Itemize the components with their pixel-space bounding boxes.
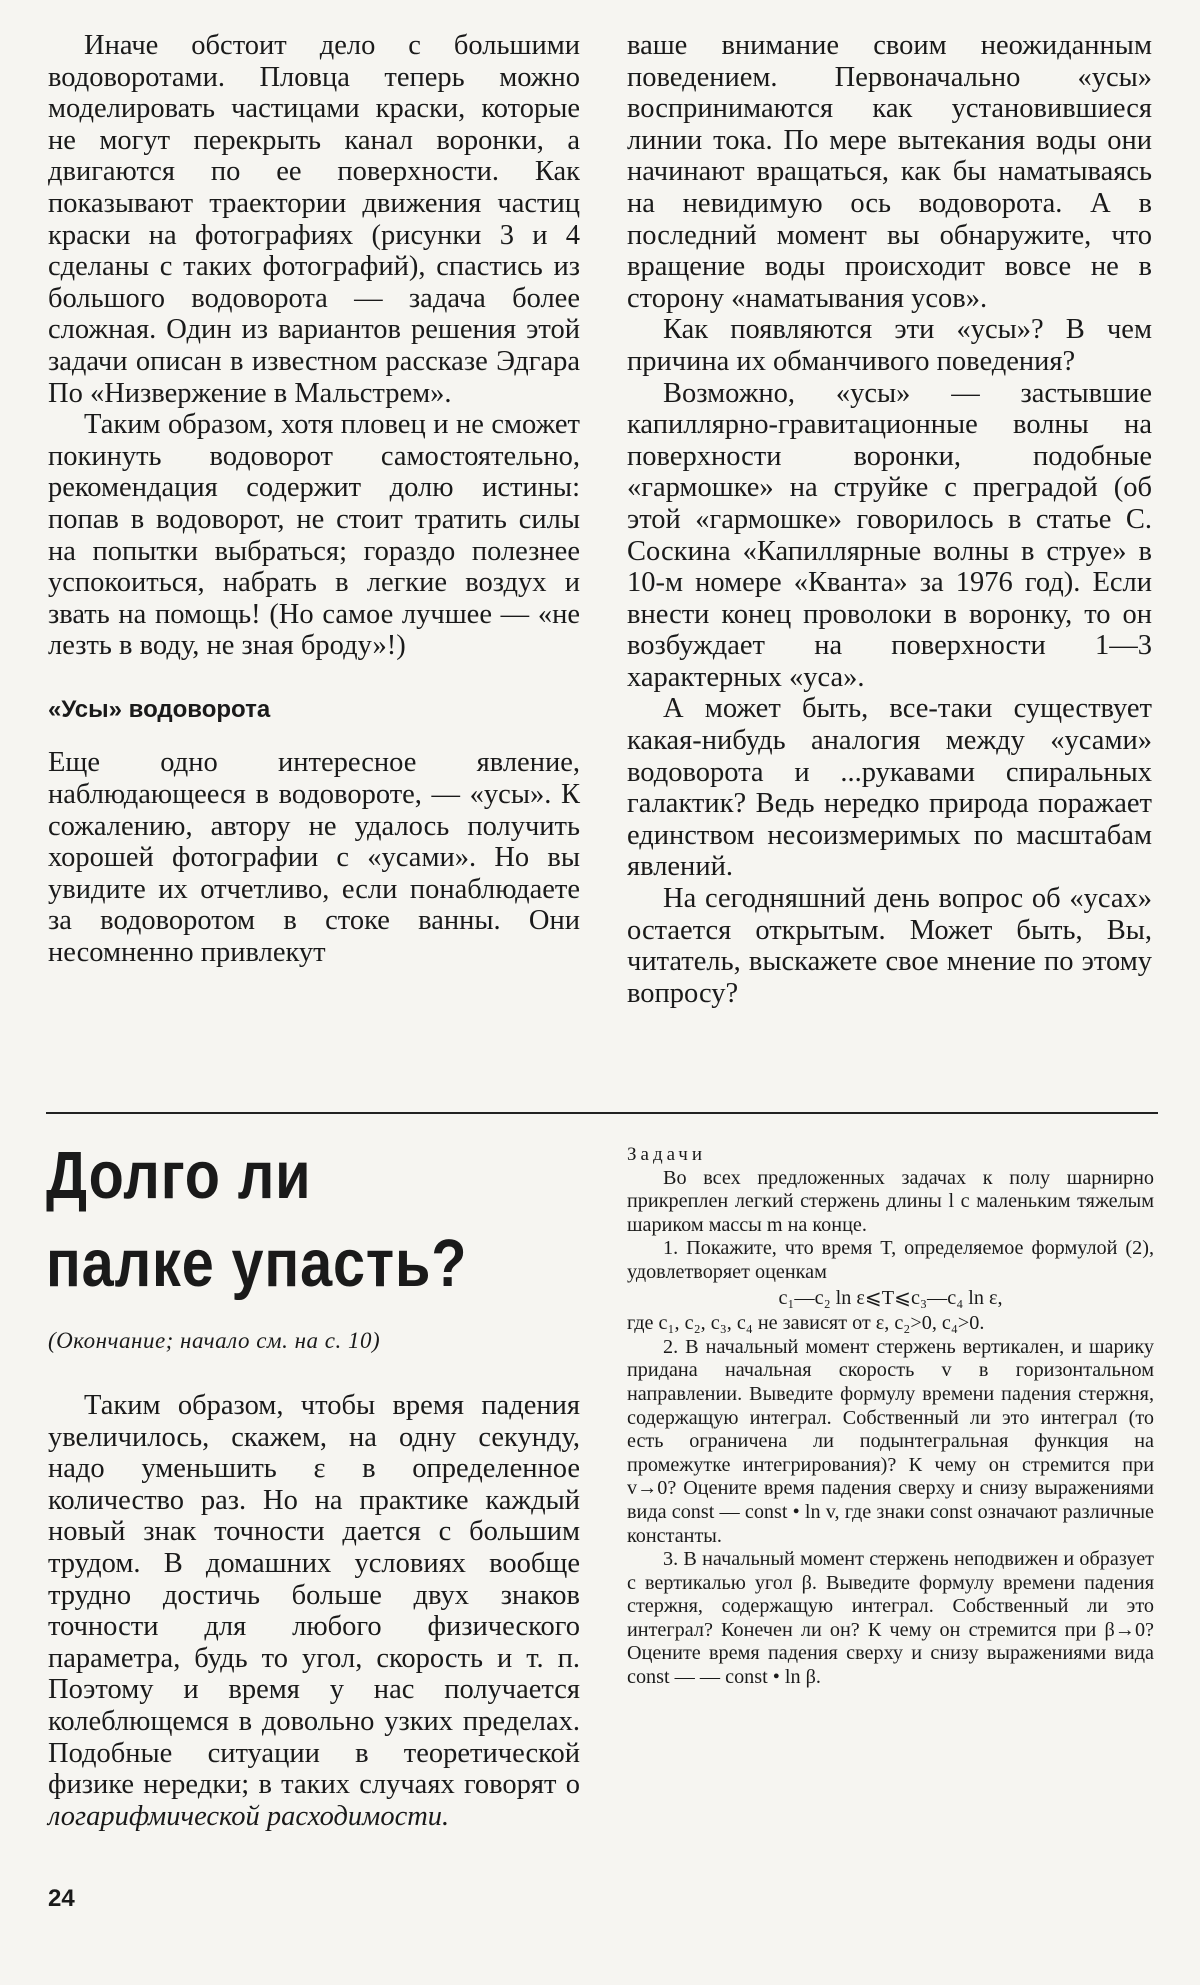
paragraph: ваше внимание своим неожиданным поведением. Первоначально «усы» воспринимаются как установившиеся линии тока. По мере вытекания воды они начинают вращаться, как бы наматываясь на невидимую ось водоворота. А в последний момент вы обнаружите, что вращение воды происходит вовсе не в сторону «наматывания усов». <box>627 30 1152 314</box>
section-divider <box>46 1112 1158 1114</box>
paragraph: Таким образом, хотя пловец и не сможет покинуть водоворот самостоятельно, рекомендация содержит долю истины: попав в водоворот, не стоит тратить силы на попытки выбраться; гораздо полезнее успокоиться, набрать в легкие воздух и звать на помощь! (Но самое лучшее — «не лезть в воду, не зная броду»!) <box>48 409 580 662</box>
paragraph: Таким образом, чтобы время падения увеличилось, скажем, на одну секунду, надо уменьшить ε в определенное количество раз. Но на практике каждый новый знак точности дается с большим трудом. В домашних условиях вообще трудно достичь больше двух знаков точности для любого физического параметра, будь то угол, скорость и т. п. Поэтому и время у нас получается колеблющемся в довольно узких пределах. Подобные ситуации в теоретической физике нередки; в таких случаях говорят о логарифмической расходимости. <box>48 1390 580 1832</box>
article-title: Долго ли палке упасть? <box>46 1138 468 1301</box>
top-left-column <box>48 30 580 969</box>
emphasis: логарифмической расходимости. <box>48 1800 450 1832</box>
tasks-column <box>627 1143 1154 1690</box>
page-number: 24 <box>48 1885 75 1912</box>
top-right-column <box>627 30 1152 1009</box>
paragraph: На сегодняшний день вопрос об «усах» остается открытым. Может быть, Вы, читатель, выскажете свое мнение по этому вопросу? <box>627 883 1152 1009</box>
task-1-conditions: где c₁, c₂, c₃, c₄ не зависят от ε, c₂>0, c₄>0. <box>627 1312 985 1335</box>
article-body <box>48 1390 580 1832</box>
task-3: 3. В начальный момент стержень неподвижен и образует с вертикалью угол β. Выведите формулу времени падения стержня, содержащую интеграл. Собственный ли это интеграл? Конечен ли он? К чему он стремится при β→0? Оцените время падения сверху и снизу выражениями вида const — — const • ln β. <box>627 1548 1154 1689</box>
paragraph: Возможно, «усы» — застывшие капиллярно-гравитационные волны на поверхности воронки, подобные «гармошке» на струйке с преградой (об этой «гармошке» говорилось в статье С. Соскина «Капиллярные волны в струе» в 10-м номере «Кванта» за 1976 год). Если внести конец проволоки в воронку, то он возбуждает на поверхности 1—3 характерных «уса». <box>627 377 1152 693</box>
task-1: 1. Покажите, что время T, определяемое формулой (2), удовлетворяет оценкам <box>627 1237 1154 1283</box>
task-2: 2. В начальный момент стержень вертикален, и шарику придана начальная скорость v в горизонтальном направлении. Выведите формулу времени падения стержня, содержащую интеграл. Собственный ли это интеграл (то есть ограничена ли подынтегральная функция на промежутке интегрирования)? К чему он стремится при v→0? Оцените время падения сверху и снизу выражениями вида const — const • ln v, где знаки const означают различные константы. <box>627 1335 1154 1547</box>
task-1-formula: c₁—c₂ ln ε⩽T⩽c₃—c₄ ln ε, <box>778 1286 1003 1309</box>
continuation-note: (Окончание; начало см. на с. 10) <box>48 1328 381 1353</box>
tasks-intro: Во всех предложенных задачах к полу шарнирно прикреплен легкий стержень длины l с маленьким тяжелым шариком массы m на конце. <box>627 1166 1154 1236</box>
paragraph: А может быть, все-таки существует какая-нибудь аналогия между «усами» водоворота и ...рукавами спиральных галактик? Ведь нередко природа поражает единством несоизмеримых по масштабам явлений. <box>627 693 1152 883</box>
paragraph: Еще одно интересное явление, наблюдающееся в водовороте, — «усы». К сожалению, автору не удалось получить хорошей фотографии с «усами». Но вы увидите их отчетливо, если понаблюдаете за водоворотом в стоке ванны. Они несомненно привлекут <box>48 747 580 969</box>
paragraph: Как появляются эти «усы»? В чем причина их обманчивого поведения? <box>627 314 1152 377</box>
tasks-heading: Задачи <box>627 1144 707 1165</box>
section-subheading: «Усы» водоворота <box>48 695 271 723</box>
paragraph: Иначе обстоит дело с большими водоворотами. Пловца теперь можно моделировать частицами краски, которые не могут перекрыть канал воронки, а двигаются по ее поверхности. Как показывают траектории движения частиц краски на фотографиях (рисунки 3 и 4 сделаны с таких фотографий), спастись из большого водоворота — задача более сложная. Один из вариантов решения этой задачи описан в известном рассказе Эдгара По «Низвержение в Мальстрем». <box>48 30 580 409</box>
